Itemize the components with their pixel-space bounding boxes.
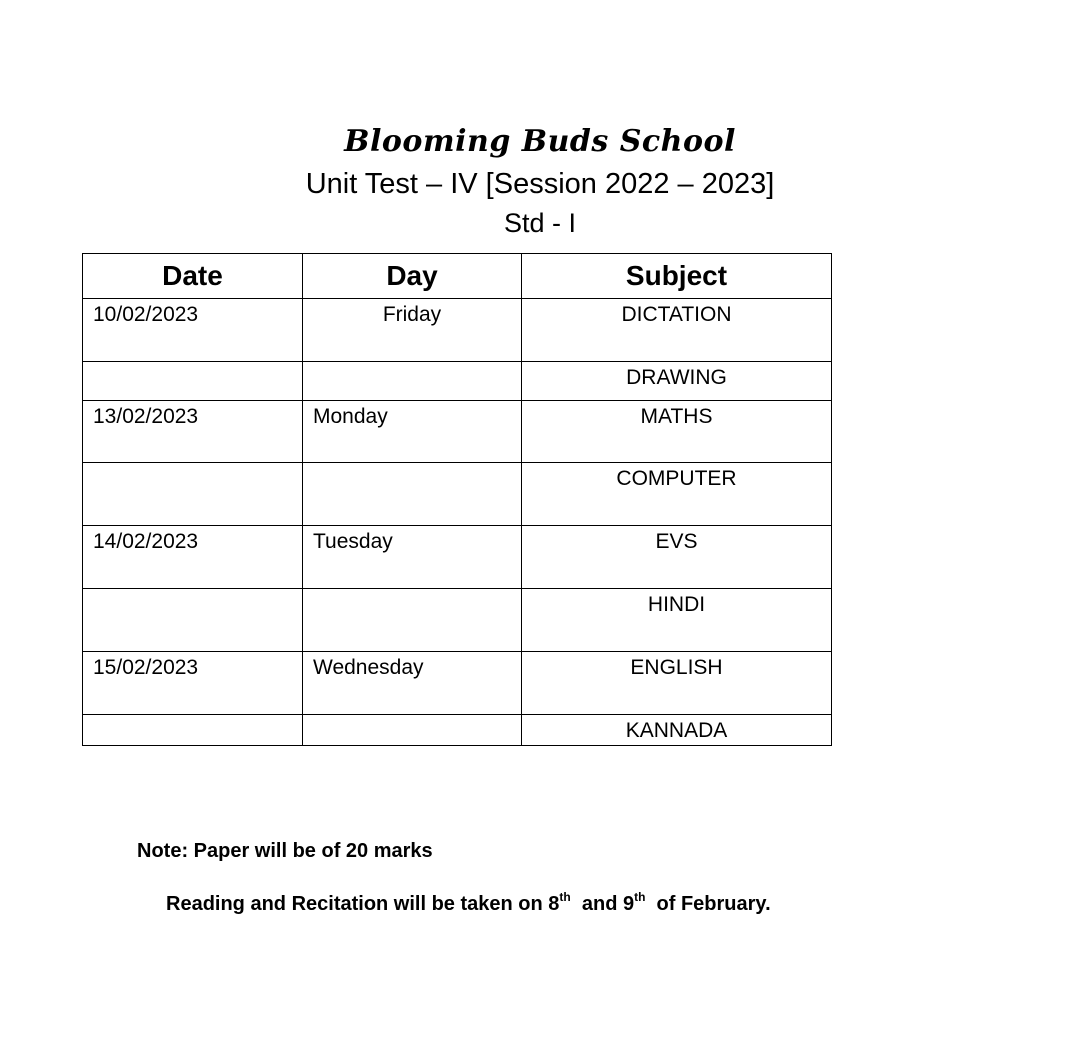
ordinal-suffix: th — [559, 890, 571, 904]
day-cell — [303, 299, 522, 362]
date-cell — [83, 715, 303, 746]
day-text — [303, 589, 521, 593]
date-text: 14/02/2023 — [93, 530, 199, 553]
day-cell — [303, 652, 522, 715]
date-text: 10/02/2023 — [93, 303, 199, 326]
table-row — [83, 362, 832, 401]
reading-text-part: Reading and Recitation will be taken on 8 — [166, 893, 560, 915]
date-cell — [83, 463, 303, 526]
date-cell — [83, 652, 303, 715]
subject-cell — [522, 652, 832, 715]
subject-text: COMPUTER — [616, 467, 737, 490]
subject-text: ENGLISH — [630, 656, 723, 679]
table-row — [83, 715, 832, 746]
table-row — [83, 299, 832, 362]
date-cell — [83, 299, 303, 362]
subject-text: EVS — [655, 530, 698, 553]
table-header-row — [83, 254, 832, 299]
note-text: Note: Paper will be of 20 marks — [137, 840, 433, 862]
day-text: Monday — [313, 405, 388, 428]
date-text — [83, 463, 302, 467]
reading-text-part: of February. — [645, 893, 771, 915]
day-cell — [303, 362, 522, 401]
date-text — [83, 589, 302, 593]
day-cell — [303, 401, 522, 463]
day-cell — [303, 589, 522, 652]
date-cell — [83, 589, 303, 652]
day-text — [303, 715, 521, 719]
subject-cell — [522, 401, 832, 463]
subject-text: MATHS — [640, 405, 713, 428]
test-title: Unit Test – IV [Session 2022 – 2023] — [305, 168, 775, 200]
column-header-date: Date — [83, 254, 303, 299]
date-cell — [83, 526, 303, 589]
subject-text: KANNADA — [625, 719, 728, 742]
reading-recitation-note — [166, 890, 771, 916]
table-row — [83, 463, 832, 526]
day-text: Wednesday — [313, 656, 424, 679]
table-row — [83, 652, 832, 715]
subject-cell — [522, 463, 832, 526]
day-text: Friday — [382, 303, 442, 326]
day-text — [303, 362, 521, 366]
table-row — [83, 401, 832, 463]
day-cell — [303, 463, 522, 526]
table-row — [83, 526, 832, 589]
subject-text: DRAWING — [626, 366, 727, 389]
exam-schedule-table — [82, 253, 832, 746]
day-text: Tuesday — [313, 530, 393, 553]
subject-text: HINDI — [647, 593, 706, 616]
subject-cell — [522, 299, 832, 362]
column-header-day: Day — [303, 254, 522, 299]
subject-cell — [522, 526, 832, 589]
reading-text-part: and 9 — [570, 893, 635, 915]
ordinal-suffix: th — [634, 890, 646, 904]
date-text: 15/02/2023 — [93, 656, 199, 679]
school-name: Blooming Buds School — [344, 124, 736, 159]
day-cell — [303, 715, 522, 746]
date-text — [83, 715, 302, 719]
day-text — [303, 463, 521, 467]
standard-line: Std - I — [503, 208, 577, 238]
table-row — [83, 589, 832, 652]
subject-text: DICTATION — [621, 303, 732, 326]
date-text: 13/02/2023 — [93, 405, 199, 428]
subject-cell — [522, 715, 832, 746]
subject-cell — [522, 589, 832, 652]
date-text — [83, 362, 302, 366]
day-cell — [303, 526, 522, 589]
date-cell — [83, 401, 303, 463]
date-cell — [83, 362, 303, 401]
column-header-subject: Subject — [522, 254, 832, 299]
subject-cell — [522, 362, 832, 401]
